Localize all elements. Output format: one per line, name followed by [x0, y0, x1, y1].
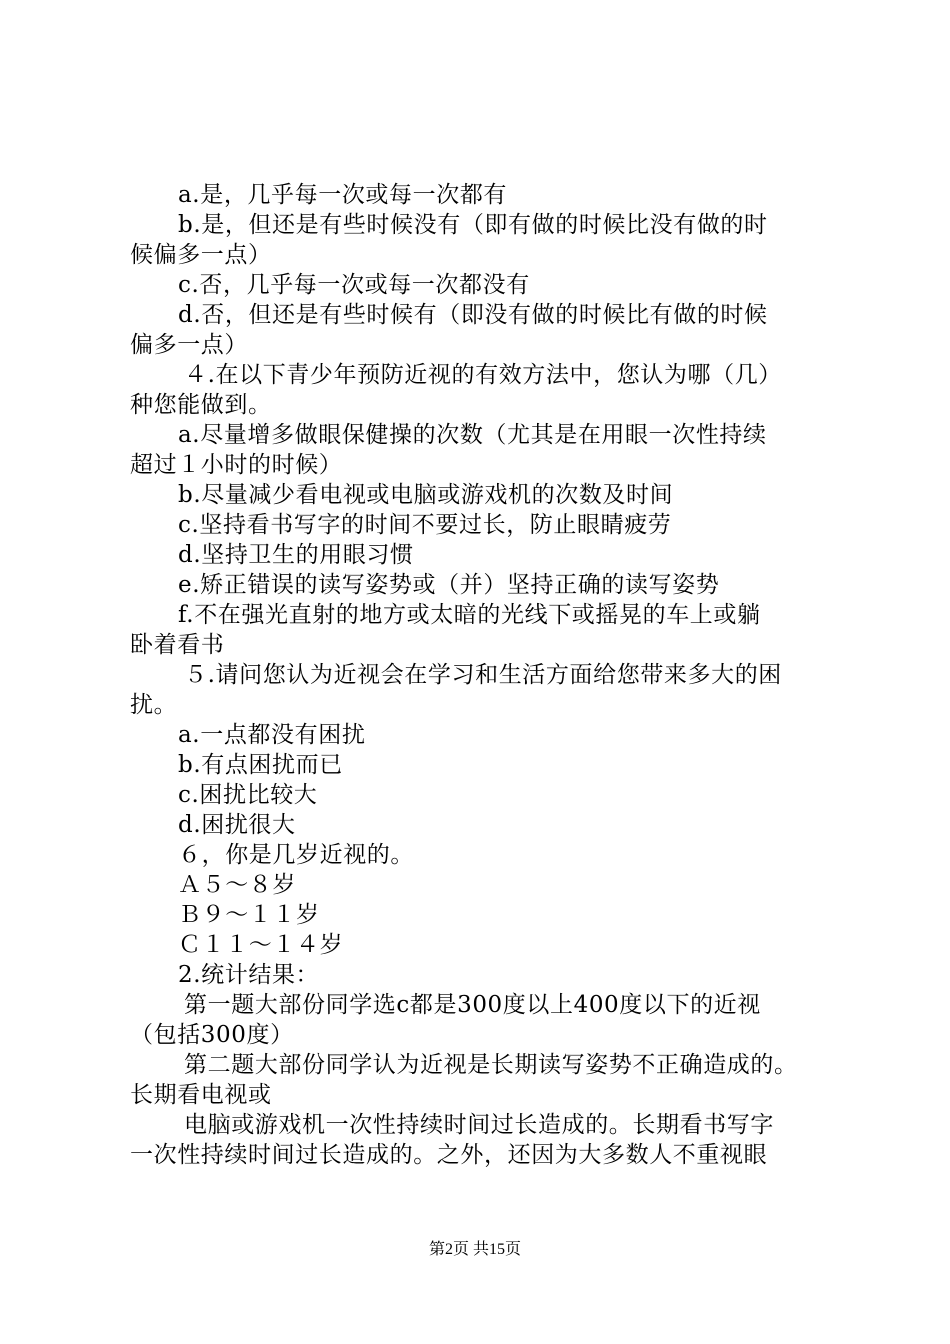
text-line: ６，你是几岁近视的。	[178, 842, 414, 868]
text-line: d.否，但还是有些时候有（即没有做的时候比有做的时候	[178, 302, 768, 328]
text-line: c.困扰比较大	[178, 782, 318, 808]
text-line: d.困扰很大	[178, 812, 296, 838]
text-line: d.坚持卫生的用眼习惯	[178, 542, 414, 568]
text-line: 候偏多一点）	[130, 242, 272, 268]
text-line: 超过１小时的时候）	[130, 452, 343, 478]
page-footer: 第2页 共15页	[428, 1241, 521, 1258]
text-line: e.矫正错误的读写姿势或（并）坚持正确的读写姿势	[178, 572, 720, 598]
text-line: 电脑或游戏机一次性持续时间过长造成的。长期看书写字	[184, 1112, 774, 1138]
text-line: （包括300度）	[130, 1022, 294, 1048]
text-line: Ａ５～８岁	[178, 872, 296, 898]
text-line: a.一点都没有困扰	[178, 722, 366, 748]
text-line: b.尽量减少看电视或电脑或游戏机的次数及时间	[178, 482, 674, 508]
text-line: 卧着看书	[130, 632, 225, 658]
text-line: 2.统计结果：	[178, 962, 320, 988]
text-line: Ｂ９～１１岁	[178, 902, 320, 928]
text-line: b.是，但还是有些时候没有（即有做的时候比没有做的时	[178, 212, 768, 238]
text-line: 偏多一点）	[130, 332, 248, 358]
text-line: a.尽量增多做眼保健操的次数（尤其是在用眼一次性持续	[178, 422, 767, 448]
text-line: 第一题大部份同学选c都是300度以上400度以下的近视	[184, 992, 761, 1018]
text-line: c.否，几乎每一次或每一次都没有	[178, 272, 530, 298]
text-line: 长期看电视或	[130, 1082, 272, 1108]
text-line: 第二题大部份同学认为近视是长期读写姿势不正确造成的。	[184, 1052, 798, 1078]
text-line: a.是，几乎每一次或每一次都有	[178, 182, 508, 208]
text-line: f.不在强光直射的地方或太暗的光线下或摇晃的车上或躺	[178, 602, 761, 628]
text-line: 扰。	[130, 692, 178, 718]
text-line: ５.请问您认为近视会在学习和生活方面给您带来多大的困	[184, 662, 782, 688]
text-line: 种您能做到。	[130, 392, 272, 418]
text-line: 一次性持续时间过长造成的。之外，还因为大多数人不重视眼	[130, 1142, 768, 1168]
text-line: b.有点困扰而已	[178, 752, 343, 778]
text-line: ４.在以下青少年预防近视的有效方法中，您认为哪（几）	[184, 362, 782, 388]
text-line: c.坚持看书写字的时间不要过长，防止眼睛疲劳	[178, 512, 672, 538]
text-line: Ｃ１１～１４岁	[178, 932, 344, 958]
